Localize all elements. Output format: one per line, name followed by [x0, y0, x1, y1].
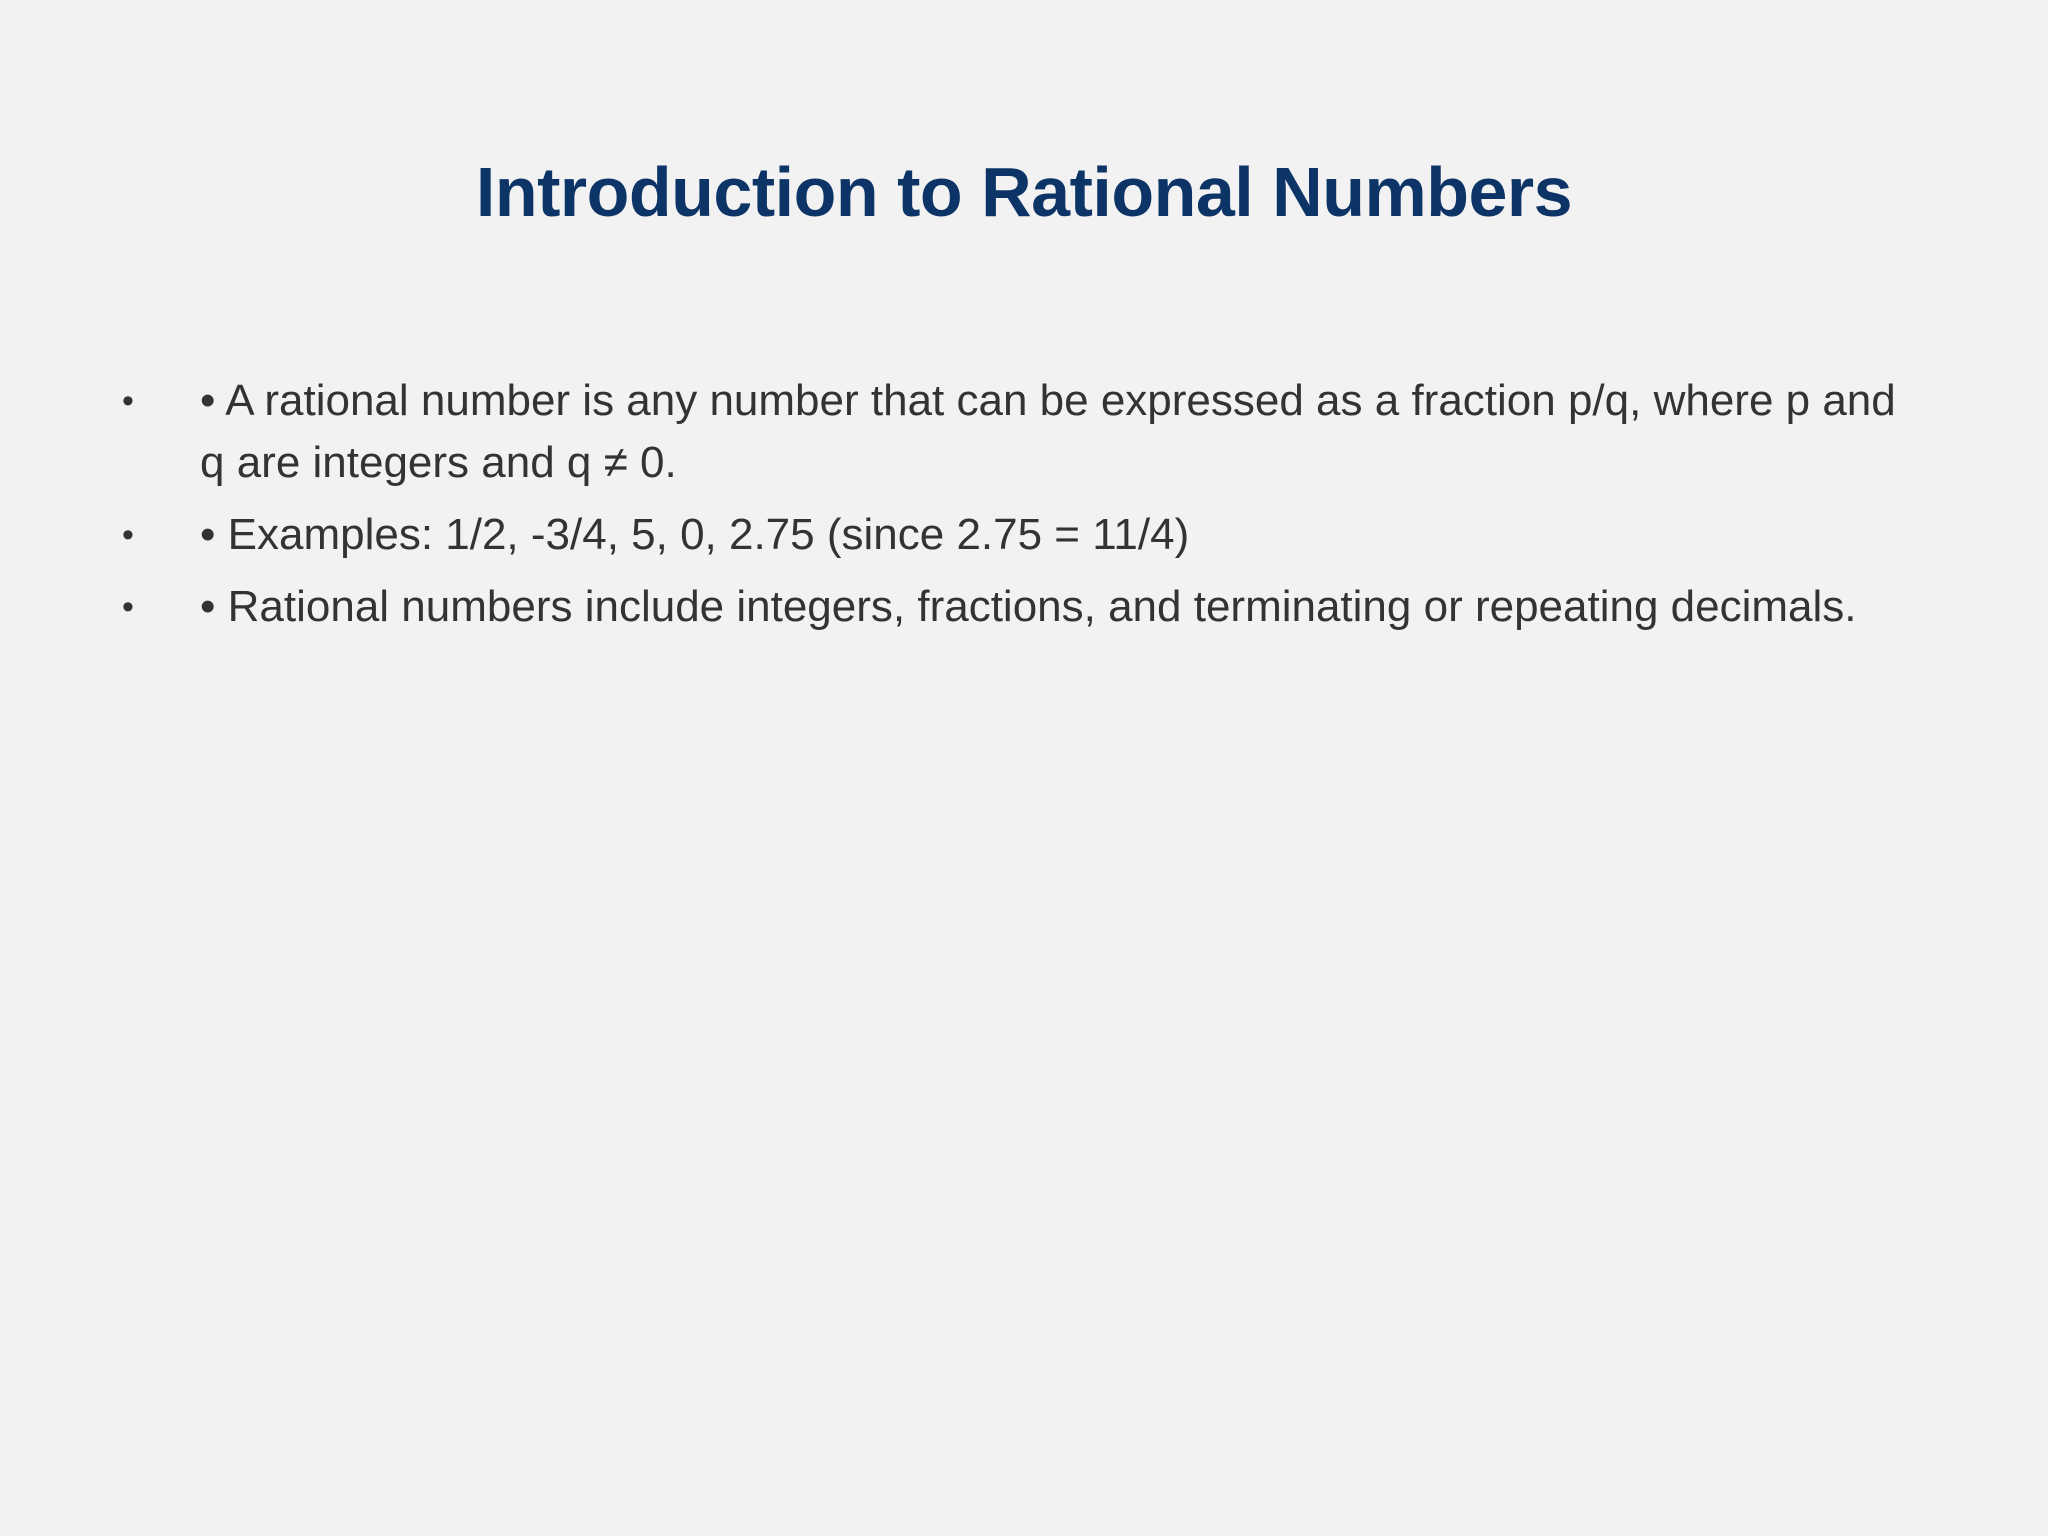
bullet-marker-icon: • [122, 516, 134, 554]
bullet-text: • Rational numbers include integers, fractions, and terminating or repeating decimals. [200, 582, 1857, 631]
bullet-marker-icon: • [122, 588, 134, 626]
bullet-marker-icon: • [122, 382, 134, 420]
bullet-text: • Examples: 1/2, -3/4, 5, 0, 2.75 (since 2.75 = 11/4) [200, 510, 1190, 559]
bullet-list [120, 370, 1920, 648]
bullet-text: • A rational number is any number that can be expressed as a fraction p/q, where p and q are integers and q ≠ 0. [200, 376, 1896, 487]
bullet-item [120, 504, 1920, 566]
slide-title: Introduction to Rational Numbers [475, 153, 1573, 231]
bullet-item [120, 576, 1920, 638]
bullet-item [120, 370, 1920, 494]
